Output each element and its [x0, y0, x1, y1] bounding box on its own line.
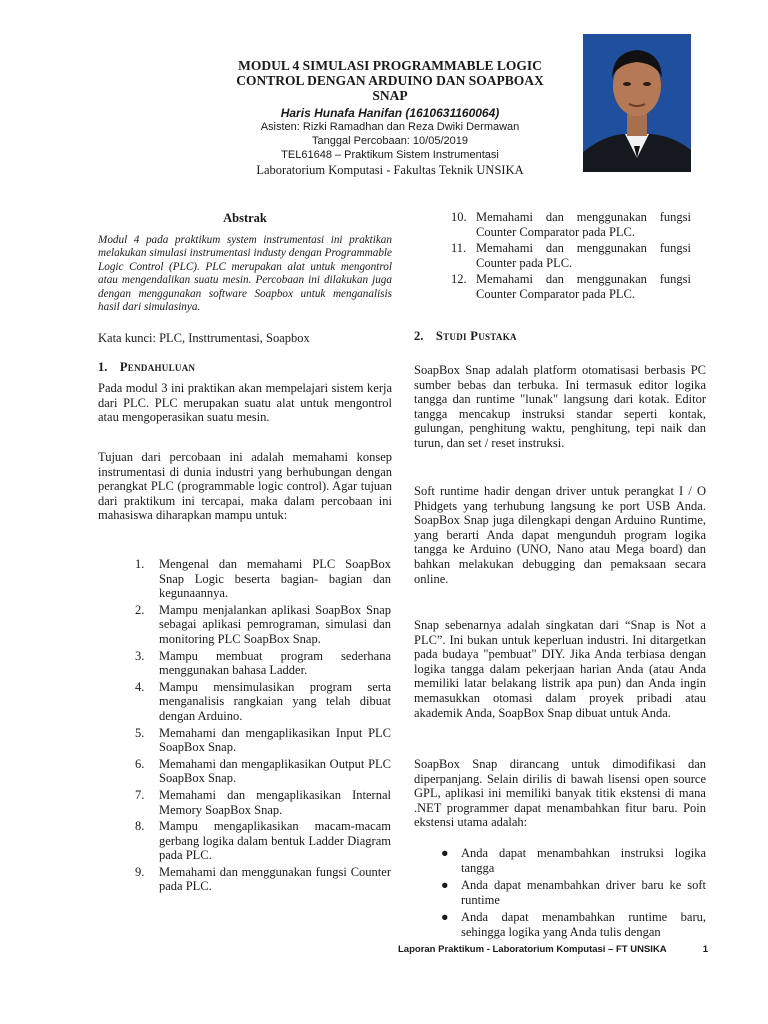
list-item: 6. Memahami dan mengaplikasikan Output PLC SoapBox Snap.	[135, 756, 391, 786]
bullet-icon: ●	[441, 846, 449, 860]
footer-text: Laporan Praktikum - Laboratorium Komputasi – FT UNSIKA	[398, 944, 667, 955]
list-item: 5. Memahami dan mengaplikasikan Input PLC SoapBox Snap.	[135, 725, 391, 755]
keywords: Kata kunci: PLC, Insttrumentasi, Soapbox	[98, 331, 310, 345]
intro-paragraph: Tujuan dari percobaan ini adalah memahami konsep instrumentasi di dunia industri yang berhubungan dengan perangkat PLC (programmable logic control). Agar tujuan dari praktikum ini tercapai, maka dalam percobaan ini mahasiswa diharapkan mampu untuk:	[98, 450, 392, 523]
date-line: Tanggal Percobaan: 10/05/2019	[312, 135, 468, 147]
author-photo	[583, 34, 691, 172]
extension-list	[437, 846, 706, 943]
study-paragraph: SoapBox Snap dirancang untuk dimodifikasi dan diperpanjang. Selain dirilis di bawah lisensi open source GPL, aplikasi ini memiliki banyak titik ekstensi di mana .NET programmer dapat menambahkan fitur baru. Poin ekstensi utama adalah:	[414, 757, 706, 830]
list-item: 10. Memahami dan menggunakan fungsi Counter Comparator pada PLC.	[451, 210, 691, 239]
author-name: Haris Hunafa Hanifan (1610631160064)	[280, 106, 500, 120]
bullet-item: ● Anda dapat menambahkan instruksi logika tangga	[441, 846, 706, 875]
title-line: MODUL 4 SIMULASI PROGRAMMABLE LOGIC	[238, 58, 542, 73]
section-heading	[98, 360, 392, 375]
title-line: CONTROL DENGAN ARDUINO DAN SOAPBOAX	[236, 73, 544, 88]
list-item: 11. Memahami dan menggunakan fungsi Counter pada PLC.	[451, 241, 691, 270]
section-heading	[414, 329, 706, 344]
abstract-heading: Abstrak	[223, 211, 267, 225]
study-paragraph: Soft runtime hadir dengan driver untuk perangkat I / O Phidgets yang terhubung langsung ke port USB Anda. SoapBox Snap juga dilengkapi dengan Arduino Runtime, yang berarti Anda dapat mengunduh program logika tangga ke Arduino (UNO, Nano atau Mega board) dan bahkan melakukan debugging dan pemaksaan secara online.	[414, 484, 706, 586]
bullet-item: ● Anda dapat menambahkan runtime baru, sehingga logika yang Anda tulis dengan	[441, 910, 706, 939]
page-number: 1	[702, 944, 708, 955]
course-line: TEL61648 – Praktikum Sistem Instrumentasi	[281, 149, 499, 161]
assistant-line: Asisten: Rizki Ramadhan dan Reza Dwiki Dermawan	[260, 121, 520, 133]
abstract-text: Modul 4 pada praktikum system instrumentasi ini praktikan melakukan simulasi instrumentasi industy dengan Programmable Logic Control (PLC). PLC merupakan alat untuk mengontrol atau mengendalikan suatu mesin. Percobaan ini dilakukan juga dengan menggunakan software Soapbox untuk menganalisis hasil dari simulasinya.	[98, 234, 392, 314]
list-item: 3. Mampu membuat program sederhana menggunakan bahasa Ladder.	[135, 648, 391, 678]
list-item: 9. Memahami dan menggunakan fungsi Counter pada PLC.	[135, 864, 391, 894]
goals-list-right	[452, 210, 691, 304]
study-paragraph: SoapBox Snap adalah platform otomatisasi berbasis PC sumber bebas dan terbuka. Ini termasuk editor logika tangga dan runtime "lunak" langsung dari kotak. Editor tangga mencakup instruksi standar seperti kontak, gulungan, penghitung waktu, penghitung, tepi naik dan turun, dan set / reset instruksi.	[414, 363, 706, 450]
lab-line: Laboratorium Komputasi - Fakultas Teknik UNSIKA	[256, 163, 524, 177]
goals-list-left	[135, 557, 391, 896]
page-footer	[398, 944, 708, 955]
list-item: 7. Memahami dan mengaplikasikan Internal Memory SoapBox Snap.	[135, 787, 391, 817]
title-line: SNAP	[372, 88, 408, 103]
study-paragraph: Snap sebenarnya adalah singkatan dari “Snap is Not a PLC”. Ini bukan untuk keperluan industri. Ini ditargetkan pada budaya "pembuat" DIY. Jika Anda terbiasa dengan logika tangga dalam pekerjaan harian Anda (atau Anda memiliki latar belakang listrik apa pun) dan Anda ingin memasukkan otomasi dalam proyek pribadi atau akademik Anda, SoapBox Snap dibuat untuk Anda.	[414, 618, 706, 720]
section-title: Studi Pustaka	[435, 329, 517, 343]
bullet-icon: ●	[441, 878, 449, 893]
list-item: 12. Memahami dan menggunakan fungsi Counter Comparator pada PLC.	[451, 272, 691, 301]
list-item: 2. Mampu menjalankan aplikasi SoapBox Snap sebagai aplikasi pemrograman, simulasi dan monitoring PLC SoapBox Snap.	[135, 602, 391, 646]
list-item: 1. Mengenal dan memahami PLC SoapBox Snap Logic beserta bagian- bagian dan kegunaannya.	[135, 557, 391, 601]
bullet-item: ● Anda dapat menambahkan driver baru ke soft runtime	[441, 878, 706, 907]
section-title: Pendahuluan	[119, 360, 196, 374]
list-item: 8. Mampu mengaplikasikan macam-macam gerbang logika dalam bentuk Ladder Diagram pada PLC.	[135, 819, 391, 863]
list-item: 4. Mampu mensimulasikan program serta menganalisis rangkaian yang telah dibuat dengan Arduino.	[135, 679, 391, 723]
intro-paragraph: Pada modul 3 ini praktikan akan mempelajari sistem kerja dari PLC. PLC merupakan suatu alat untuk mengontrol atau mengoperasikan suatu mesin.	[98, 381, 392, 425]
bullet-icon: ●	[441, 910, 449, 925]
section-number: 1.	[98, 360, 108, 374]
section-number: 2.	[414, 329, 424, 343]
paper-title	[200, 58, 580, 103]
